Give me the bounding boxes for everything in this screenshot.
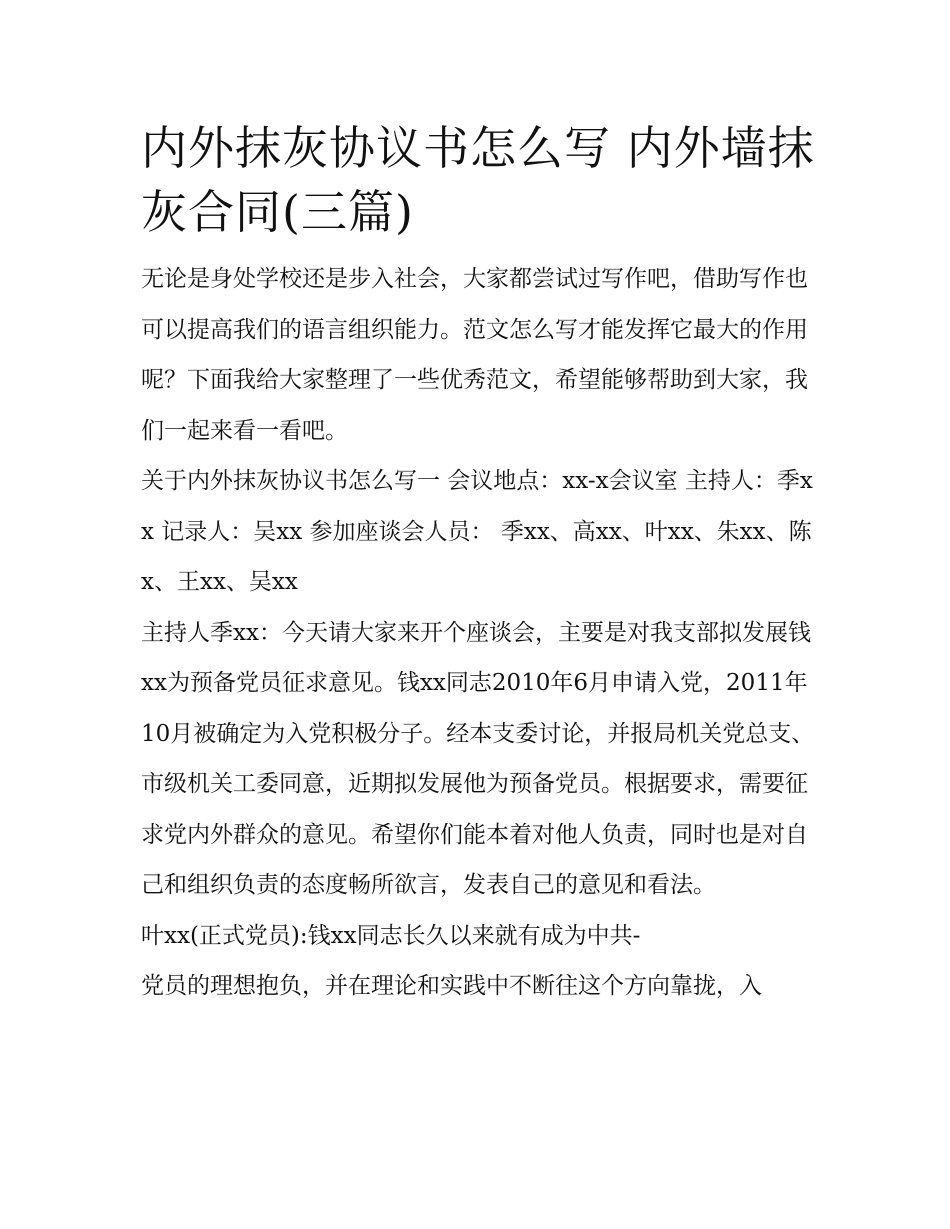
meeting-info-paragraph: 关于内外抹灰协议书怎么写一 会议地点：xx-x会议室 主持人：季xx 记录人：吴xx 参加座谈会人员： 季xx、高xx、叶xx、朱xx、陈x、王xx、吴xx	[141, 468, 813, 595]
continuation-paragraph: 党员的理想抱负，并在理论和实践中不断往这个方向靠拢，入	[141, 973, 762, 999]
speaker-paragraph: 叶xx(正式党员):钱xx同志长久以来就有成为中共-	[141, 922, 641, 949]
intro-paragraph: 无论是身处学校还是步入社会，大家都尝试过写作吧，借助写作也可以提高我们的语言组织能力。范文怎么写才能发挥它最大的作用呢？下面我给大家整理了一些优秀范文，希望能够帮助到大家，我们一起来看一看吧。	[141, 266, 808, 444]
document-title: 内外抹灰协议书怎么写 内外墙抹灰合同(三篇)	[141, 121, 815, 239]
host-speech-paragraph: 主持人季xx：今天请大家来开个座谈会，主要是对我支部拟发展钱xx为预备党员征求意见。钱xx同志2010年6月申请入党，2011年10月被确定为入党积极分子。经本支委讨论，并报局机关党总支、市级机关工委同意，近期拟发展他为预备党员。根据要求，需要征求党内外群众的意见。希望你们能本着对他人负责，同时也是对自己和组织负责的态度畅所欲言，发表自己的意见和看法。	[141, 619, 815, 898]
document-body	[141, 116, 821, 1012]
